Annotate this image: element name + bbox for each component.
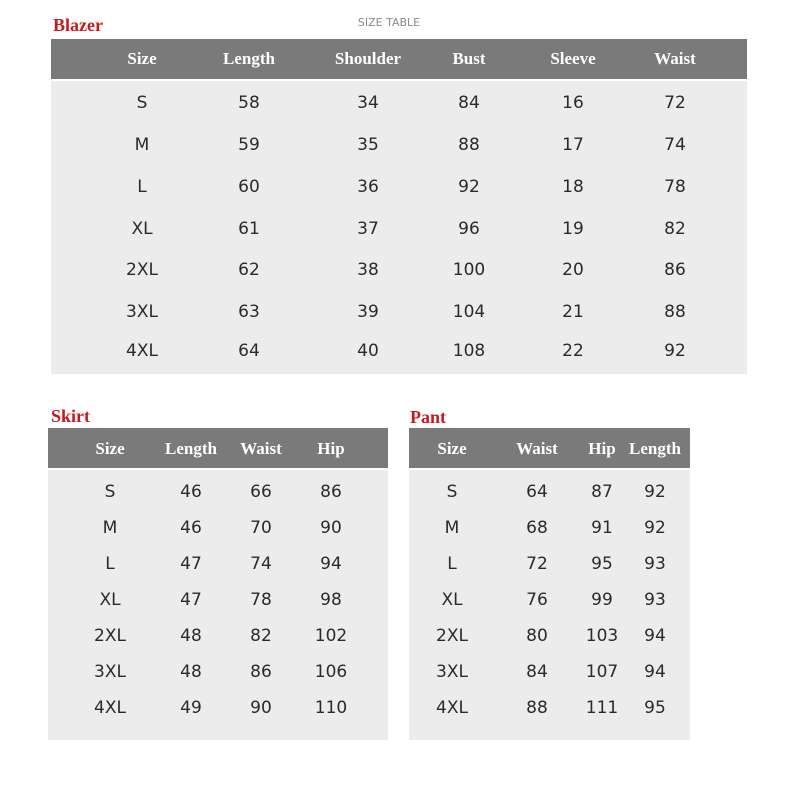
blazer-cell-size: XL <box>131 219 153 239</box>
skirt-cell-length: 48 <box>180 626 202 646</box>
blazer-cell-size: S <box>136 93 148 113</box>
skirt-cell-hip: 110 <box>314 698 348 718</box>
blazer-cell-shoulder: 40 <box>357 341 379 361</box>
skirt-cell-length: 47 <box>180 590 202 610</box>
pant-header-size: Size <box>437 439 467 458</box>
blazer-cell-size: L <box>137 177 147 197</box>
blazer-cell-bust: 100 <box>452 260 486 280</box>
blazer-cell-length: 61 <box>238 219 260 239</box>
blazer-cell-bust: 96 <box>458 219 480 239</box>
skirt-cell-size: 3XL <box>94 662 126 682</box>
pant-cell-length: 94 <box>644 662 666 682</box>
skirt-cell-length: 48 <box>180 662 202 682</box>
skirt-cell-hip: 106 <box>314 662 348 682</box>
pant-cell-hip: 107 <box>585 662 619 682</box>
pant-cell-length: 92 <box>644 518 666 538</box>
blazer-cell-length: 64 <box>238 341 260 361</box>
skirt-cell-length: 46 <box>180 518 202 538</box>
blazer-header-size: Size <box>127 49 157 68</box>
blazer-cell-shoulder: 39 <box>357 302 379 322</box>
blazer-cell-sleeve: 16 <box>562 93 584 113</box>
pant-cell-waist: 72 <box>526 554 548 574</box>
pant-cell-length: 94 <box>644 626 666 646</box>
blazer-cell-shoulder: 35 <box>357 135 379 155</box>
blazer-cell-sleeve: 22 <box>562 341 584 361</box>
pant-cell-length: 95 <box>644 698 666 718</box>
blazer-cell-waist: 72 <box>664 93 686 113</box>
skirt-cell-size: 4XL <box>94 698 126 718</box>
blazer-cell-sleeve: 18 <box>562 177 584 197</box>
pant-cell-size: 4XL <box>436 698 468 718</box>
blazer-header-sleeve: Sleeve <box>550 49 596 68</box>
blazer-cell-shoulder: 38 <box>357 260 379 280</box>
pant-cell-waist: 76 <box>526 590 548 610</box>
blazer-cell-size: M <box>134 135 150 155</box>
skirt-cell-hip: 102 <box>314 626 348 646</box>
blazer-cell-bust: 108 <box>452 341 486 361</box>
blazer-cell-bust: 92 <box>458 177 480 197</box>
pant-cell-length: 92 <box>644 482 666 502</box>
blazer-cell-bust: 84 <box>458 93 480 113</box>
blazer-cell-size: 4XL <box>126 341 158 361</box>
blazer-cell-sleeve: 17 <box>562 135 584 155</box>
blazer-cell-waist: 78 <box>664 177 686 197</box>
blazer-header-length: Length <box>223 49 275 68</box>
blazer-cell-sleeve: 19 <box>562 219 584 239</box>
blazer-cell-waist: 82 <box>664 219 686 239</box>
pant-cell-waist: 84 <box>526 662 548 682</box>
pant-header-hip: Hip <box>588 439 616 458</box>
pant-cell-waist: 64 <box>526 482 548 502</box>
blazer-cell-waist: 88 <box>664 302 686 322</box>
blazer-cell-waist: 86 <box>664 260 686 280</box>
skirt-cell-waist: 90 <box>250 698 272 718</box>
skirt-header-length: Length <box>165 439 217 458</box>
skirt-cell-hip: 90 <box>320 518 342 538</box>
pant-header-length: Length <box>629 439 681 458</box>
skirt-cell-length: 49 <box>180 698 202 718</box>
pant-cell-hip: 99 <box>591 590 613 610</box>
pant-cell-length: 93 <box>644 590 666 610</box>
pant-cell-hip: 103 <box>585 626 619 646</box>
pant-cell-size: XL <box>441 590 463 610</box>
blazer-cell-size: 3XL <box>126 302 158 322</box>
pant-cell-hip: 91 <box>591 518 613 538</box>
skirt-cell-size: M <box>102 518 118 538</box>
pant-cell-waist: 88 <box>526 698 548 718</box>
skirt-size-table <box>48 428 388 740</box>
pant-cell-waist: 80 <box>526 626 548 646</box>
skirt-cell-waist: 82 <box>250 626 272 646</box>
pant-cell-hip: 111 <box>585 698 619 718</box>
skirt-cell-hip: 98 <box>320 590 342 610</box>
skirt-cell-waist: 70 <box>250 518 272 538</box>
skirt-cell-size: S <box>104 482 116 502</box>
blazer-cell-sleeve: 20 <box>562 260 584 280</box>
blazer-header-shoulder: Shoulder <box>334 49 402 68</box>
blazer-cell-bust: 104 <box>452 302 486 322</box>
blazer-size-table <box>51 39 747 374</box>
blazer-cell-waist: 74 <box>664 135 686 155</box>
skirt-cell-hip: 94 <box>320 554 342 574</box>
skirt-cell-hip: 86 <box>320 482 342 502</box>
blazer-cell-length: 58 <box>238 93 260 113</box>
pant-cell-size: M <box>444 518 460 538</box>
skirt-cell-length: 47 <box>180 554 202 574</box>
blazer-cell-length: 60 <box>238 177 260 197</box>
pant-cell-waist: 68 <box>526 518 548 538</box>
skirt-cell-size: XL <box>99 590 121 610</box>
blazer-header-bust: Bust <box>452 49 486 68</box>
blazer-cell-size: 2XL <box>126 260 158 280</box>
skirt-cell-size: 2XL <box>94 626 126 646</box>
pant-size-table <box>409 428 690 740</box>
skirt-cell-waist: 78 <box>250 590 272 610</box>
pant-cell-size: 3XL <box>436 662 468 682</box>
blazer-cell-shoulder: 37 <box>357 219 379 239</box>
pant-cell-length: 93 <box>644 554 666 574</box>
pant-cell-size: L <box>447 554 457 574</box>
skirt-cell-waist: 66 <box>250 482 272 502</box>
size-table-caption: SIZE TABLE <box>357 16 421 29</box>
blazer-cell-shoulder: 34 <box>357 93 379 113</box>
blazer-cell-waist: 92 <box>664 341 686 361</box>
skirt-header-waist: Waist <box>240 439 282 458</box>
pant-title: Pant <box>410 407 446 427</box>
skirt-cell-size: L <box>105 554 115 574</box>
blazer-cell-length: 63 <box>238 302 260 322</box>
blazer-cell-length: 59 <box>238 135 260 155</box>
skirt-cell-waist: 74 <box>250 554 272 574</box>
blazer-cell-sleeve: 21 <box>562 302 584 322</box>
pant-cell-hip: 95 <box>591 554 613 574</box>
skirt-header-size: Size <box>95 439 125 458</box>
pant-header-waist: Waist <box>516 439 558 458</box>
blazer-header-waist: Waist <box>654 49 696 68</box>
pant-cell-size: 2XL <box>436 626 468 646</box>
skirt-title: Skirt <box>51 406 91 426</box>
pant-cell-size: S <box>446 482 458 502</box>
blazer-cell-bust: 88 <box>458 135 480 155</box>
pant-cell-hip: 87 <box>591 482 613 502</box>
skirt-header-hip: Hip <box>317 439 345 458</box>
skirt-cell-length: 46 <box>180 482 202 502</box>
blazer-cell-length: 62 <box>238 260 260 280</box>
skirt-cell-waist: 86 <box>250 662 272 682</box>
blazer-title: Blazer <box>53 15 103 35</box>
blazer-cell-shoulder: 36 <box>357 177 379 197</box>
